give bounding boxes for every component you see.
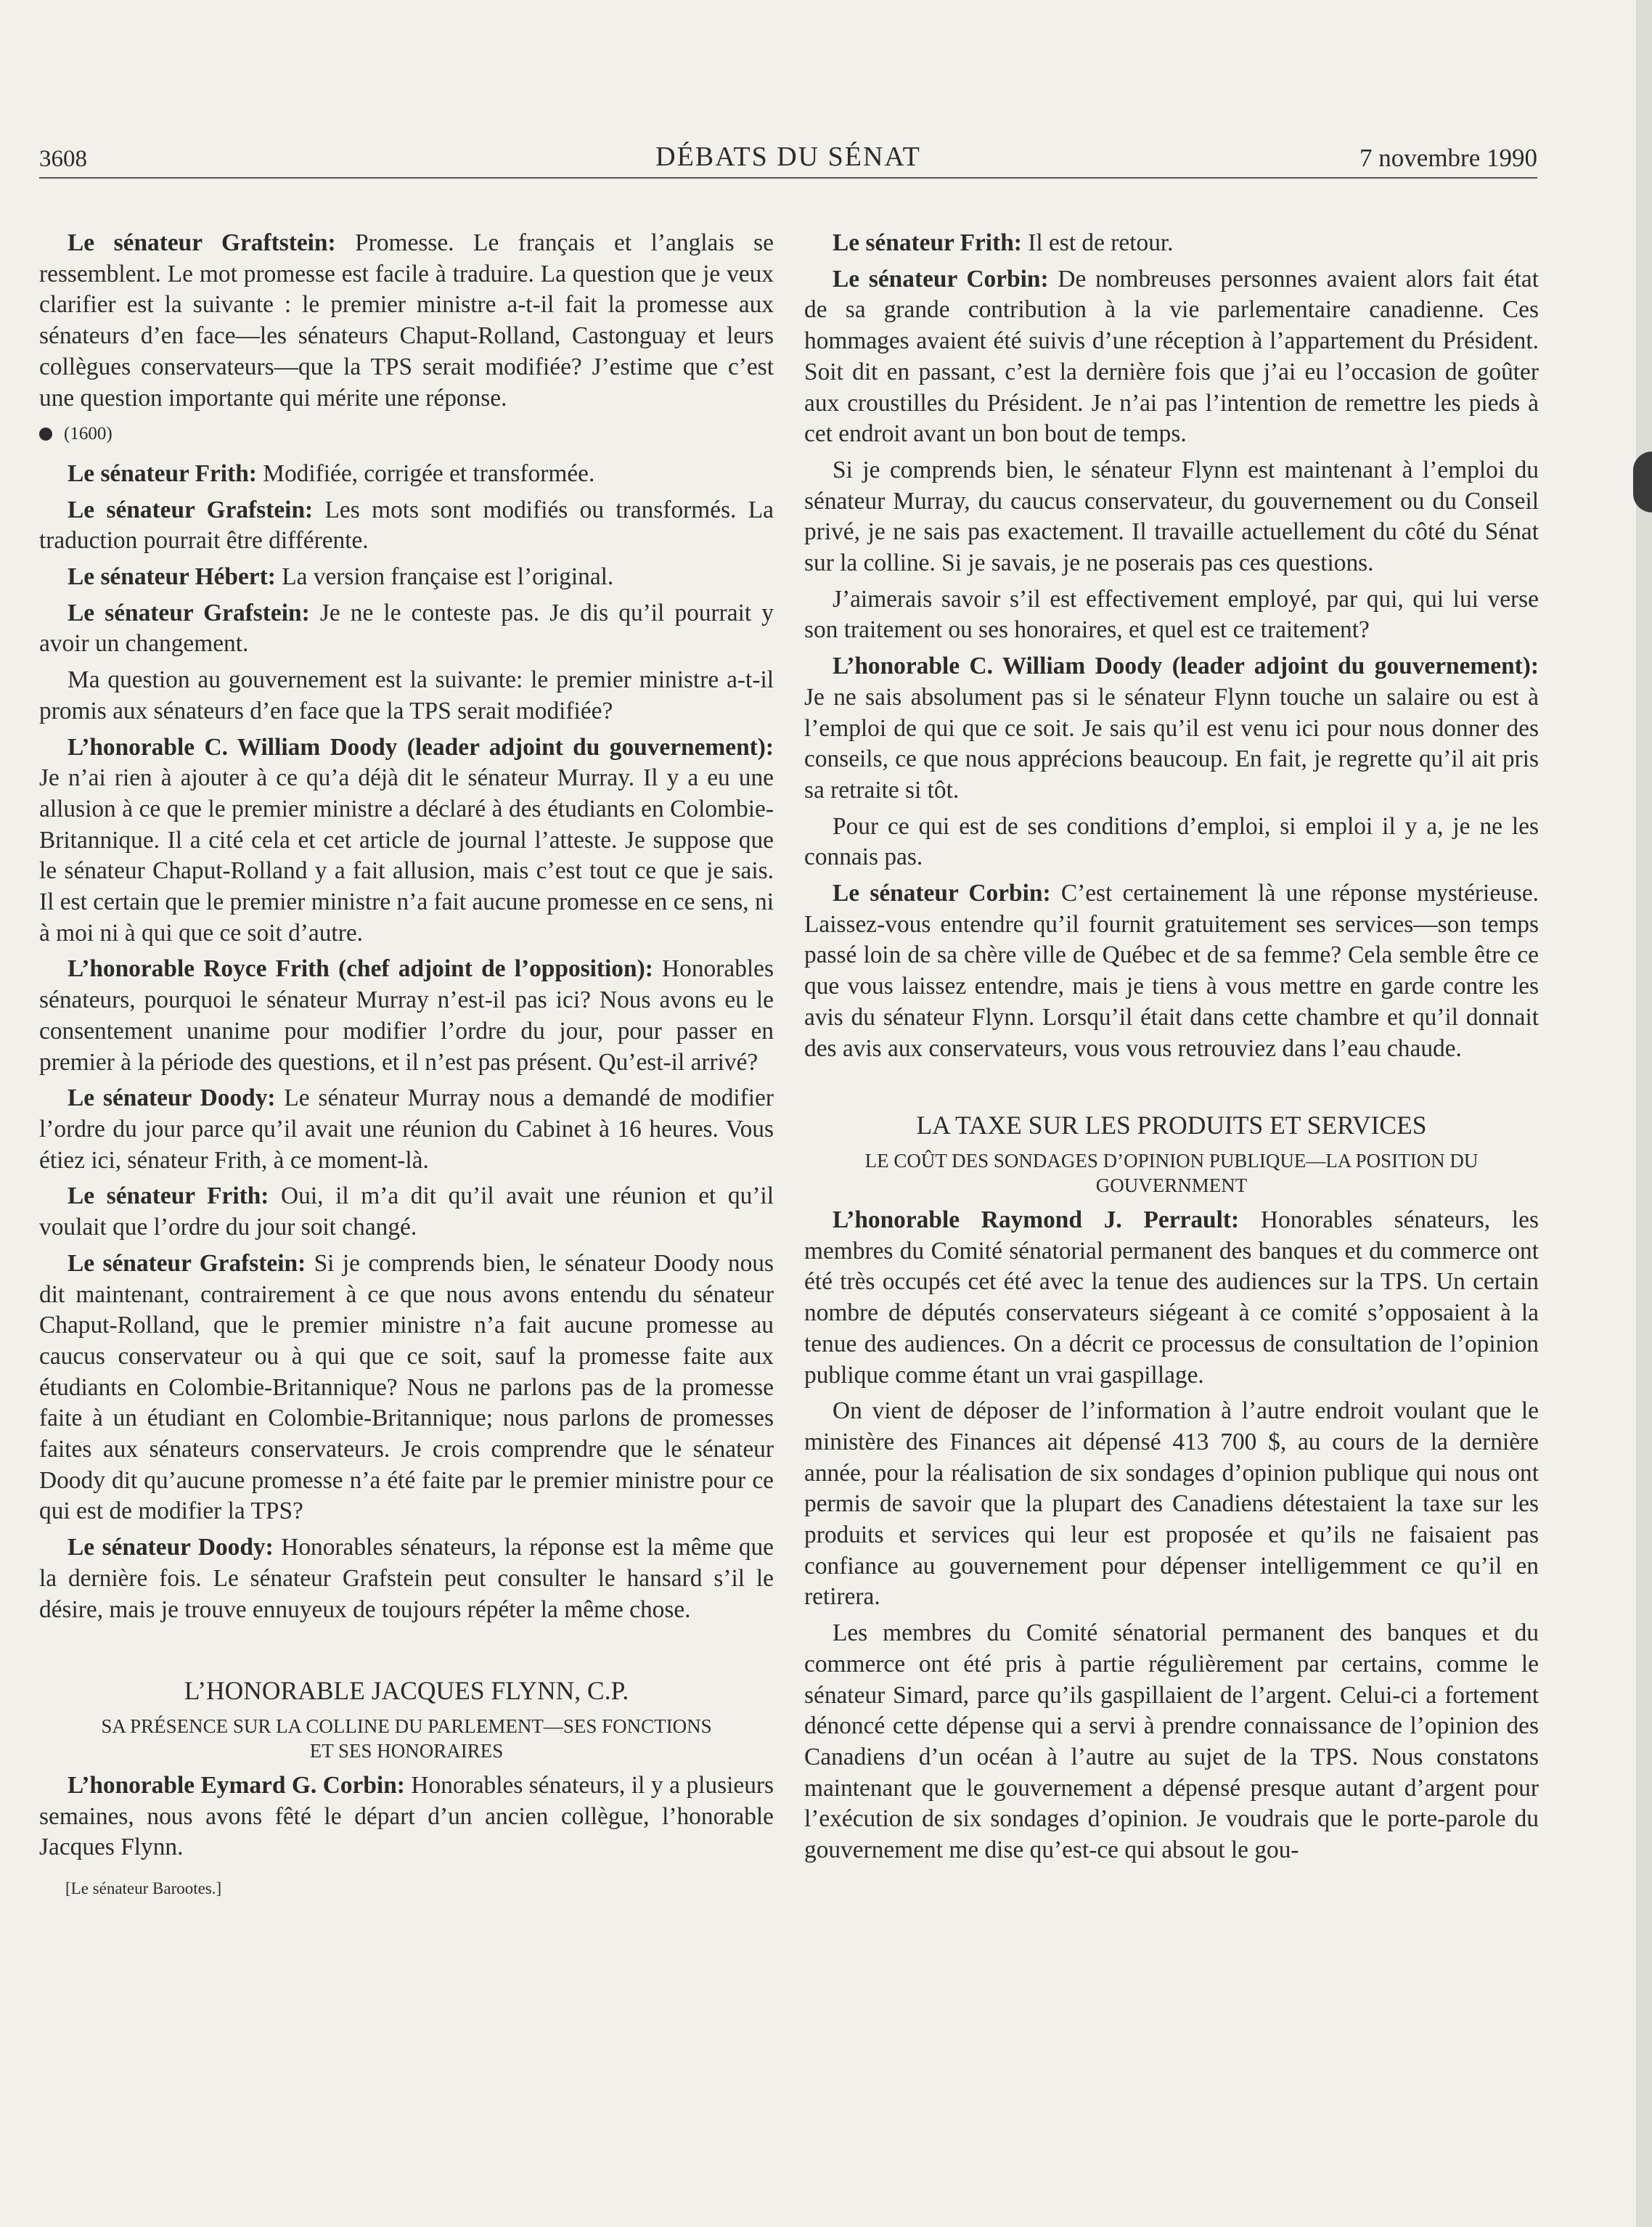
speech-text: Il est de retour. [1021, 229, 1174, 256]
speaker-name: L’honorable Raymond J. Perrault: [833, 1206, 1240, 1233]
speech-text: Je ne sais absolument pas si le sénateur Flynn touche un salaire ou est à l’emploi de qui que ce soit. Je sais qu’il est venu ici pour nous donner des conseils, ce que nous apprécions beaucoup. En fait, je regrette qu’il ait pris sa retraite si tôt. [804, 683, 1539, 804]
paragraph [39, 495, 774, 557]
section-heading: LA TAXE SUR LES PRODUITS ET SERVICES [916, 1111, 1427, 1140]
speaker-name: Le sénateur Doody: [68, 1534, 274, 1561]
paragraph [39, 1083, 774, 1176]
paragraph: On vient de déposer de l’information à l’autre endroit voulant que le ministère des Finances ait dépensé 413 700 $, au cours de la dernière année, pour la réalisation de six sondages d’opinion publique qui nous ont permis de savoir que la plupart des Canadiens détestaient la taxe sur les produits et services qui leur est proposée et qu’ils ne faisaient pas confiance au gouvernement pour dépenser intelligemment ce qu’il en retirera. [804, 1397, 1539, 1611]
section-subheading: SA PRÉSENCE SUR LA COLLINE DU PARLEMENT—SES FONCTIONS ET SES HONORAIRES [101, 1715, 712, 1762]
speaker-name: L’honorable C. William Doody (leader adjoint du gouvernement): [833, 653, 1539, 680]
time-marker [39, 419, 774, 450]
section-spacer [804, 1069, 1539, 1110]
paragraph [39, 1181, 774, 1243]
speaker-name: Le sénateur Frith: [833, 229, 1022, 256]
speaker-name: Le sénateur Grafstein: [68, 599, 310, 626]
speaker-name: L’honorable Royce Frith (chef adjoint de l’opposition): [68, 955, 653, 983]
right-column [804, 228, 1539, 1871]
paragraph: Si je comprends bien, le sénateur Flynn est maintenant à l’emploi du sénateur Murray, du caucus conservateur, du gouvernement ou du Conseil privé, je ne sais pas exactement. Il travaille actuellement du côté du Sénat sur la colline. Si je savais, je ne poserais pas ces questions. [804, 456, 1539, 577]
paragraph: J’aimerais savoir s’il est effectivement employé, par qui, qui lui verse son traitement ou ses honoraires, et quel est ce traitement? [804, 585, 1539, 644]
speech-text: Je ne le conteste pas. Je dis qu’il pourrait y avoir un changement. [39, 599, 774, 658]
paragraph: Pour ce qui est de ses conditions d’emploi, si emploi il y a, je ne les connais pas. [804, 812, 1539, 871]
speech-text: Honorables sénateurs, pourquoi le sénateur Murray n’est-il pas ici? Nous avons eu le consentement unanime pour modifier l’ordre du jour, pour passer en premier à la période des questions, et il n’est pas présent. Qu’est-il arrivé? [39, 955, 774, 1076]
bullet-dot-icon [39, 428, 52, 441]
paragraph [39, 1770, 774, 1863]
speaker-name: Le sénateur Graftstein: [68, 229, 336, 256]
paragraph [39, 228, 774, 414]
speaker-name: Le sénateur Hébert: [68, 563, 276, 591]
speaker-name: Le sénateur Doody: [68, 1084, 276, 1112]
page-date: 7 novembre 1990 [1359, 144, 1537, 172]
time-marker-text: (1600) [64, 424, 113, 444]
left-column [39, 228, 774, 1905]
paragraph [39, 1532, 774, 1625]
speech-text: Honorables sénateurs, il y a plusieurs semaines, nous avons fêté le départ d’un ancien collègue, l’honorable Jacques Flynn. [39, 1771, 774, 1861]
speaker-name: Le sénateur Frith: [68, 1182, 269, 1210]
speech-text: Promesse. Le français et l’anglais se ressemblent. Le mot promesse est facile à traduire. La question que je veux clarifier est la suivante : le premier ministre a-t-il fait la promesse aux sénateurs d’en face—les sénateurs Chaput-Rolland, Castonguay et leurs collègues conservateurs—que la TPS serait modifiée? J’estime que c’est une question importante qui mérite une réponse. [39, 229, 774, 412]
speech-text: Si je comprends bien, le sénateur Doody nous dit maintenant, contrairement à ce que nous avons entendu du sénateur Chaput-Rolland, que le premier ministre n’a fait aucune promesse au caucus conservateur ou à qui que ce soit, sauf la promesse faite aux étudiants en Colombie-Britannique? Nous ne parlons pas de la promesse faite à un étudiant en Colombie-Britannique; nous parlons de promesses faites aux sénateurs conservateurs. Je crois comprendre que le sénateur Doody dit qu’aucune promesse n’a été faite par le premier ministre pour ce qui est de modifier la TPS? [39, 1249, 774, 1525]
paragraph [39, 459, 774, 490]
speech-text: Modifiée, corrigée et transformée. [256, 459, 595, 487]
speaker-name: L’honorable Eymard G. Corbin: [68, 1771, 405, 1799]
paragraph [39, 598, 774, 660]
speech-text: De nombreuses personnes avaient alors fait état de sa grande contribution à la vie parlementaire canadienne. Ces hommages avaient été suivis d’une réception à l’appartement du Président. Soit dit en passant, c’est la dernière fois que j’ai eu l’occasion de goûter aux croustilles du Président. Je n’ai pas l’intention de remettre les pieds à cet endroit avant un bon bout de temps. [804, 265, 1539, 448]
speaker-name: Le sénateur Grafstein: [68, 1249, 306, 1277]
paragraph: Les membres du Comité sénatorial permanent des banques et du commerce ont été pris à partie régulièrement par certains, comme le sénateur Simard, parce qu’ils gaspillaient de l’argent. Celui-ci a fortement dénoncé cette dépense qui a servi à prendre connaissance de l’opinion des Canadiens d’un océan à l’autre au sujet de la TPS. Nous constatons maintenant que le gouvernement a dépensé presque autant d’argent pour l’exécution de six sondages d’opinion. Je voudrais que le porte-parole du gouvernement me dise qu’est-ce qui absout le gou- [804, 1619, 1539, 1864]
speaker-name: Le sénateur Grafstein: [68, 496, 314, 523]
section-heading: L’HONORABLE JACQUES FLYNN, C.P. [184, 1676, 629, 1706]
page-edge [1636, 0, 1652, 2227]
section-spacer [39, 1630, 774, 1675]
paragraph [804, 264, 1539, 450]
speech-text: Oui, il m’a dit qu’il avait une réunion et qu’il voulait que l’ordre du jour soit changé. [39, 1182, 774, 1241]
paragraph: Ma question au gouvernement est la suivante: le premier ministre a-t-il promis aux sénateurs d’en face que la TPS serait modifiée? [39, 666, 774, 724]
paragraph [39, 732, 774, 949]
paragraph [39, 1249, 774, 1527]
page-number: 3608 [39, 146, 87, 172]
section-subheading: LE COÛT DES SONDAGES D’OPINION PUBLIQUE—LA POSITION DU GOUVERNMENT [864, 1149, 1479, 1196]
paragraph [804, 878, 1539, 1064]
speaker-name: Le sénateur Corbin: [833, 880, 1051, 907]
paragraph [804, 651, 1539, 806]
speech-text: Honorables sénateurs, les membres du Comité sénatorial permanent des banques et du commerce ont été très occupés cet été avec la tenue des audiences sur la TPS. Un certain nombre de députés conservateurs siégeant à ce comité s’opposaient à la tenue des audiences. On a décrit ce processus de consultation de l’opinion publique comme étant un vrai gaspillage. [804, 1206, 1539, 1389]
speaker-name: Le sénateur Frith: [68, 459, 257, 487]
paragraph [804, 228, 1539, 259]
speech-text: Les mots sont modifiés ou transformés. La traduction pourrait être différente. [39, 496, 774, 555]
paragraph [804, 1205, 1539, 1391]
speech-text: Le sénateur Murray nous a demandé de modifier l’ordre du jour parce qu’il avait une réunion du Cabinet à 16 heures. Vous étiez ici, sénateur Frith, à ce moment-là. [39, 1084, 774, 1174]
speaker-name: L’honorable C. William Doody (leader adjoint du gouvernement): [68, 733, 774, 761]
binding-notch [1633, 451, 1652, 512]
page-footnote: [Le sénateur Barootes.] [65, 1879, 222, 1898]
speaker-name: Le sénateur Corbin: [833, 265, 1049, 293]
page-header [39, 142, 1537, 179]
journal-title: DÉBATS DU SÉNAT [655, 142, 921, 172]
paragraph [39, 954, 774, 1078]
speech-text: Je n’ai rien à ajouter à ce qu’a déjà dit le sénateur Murray. Il y a eu une allusion à ce que le premier ministre a déclaré à des étudiants en Colombie-Britannique. Il a cité cela et cet article de journal l’atteste. Je suppose que le sénateur Chaput-Rolland y a fait allusion, mais c’est tout ce que je sais. Il est certain que le premier ministre n’a fait aucune promesse en ce sens, ni à moi ni à qui que ce soit d’autre. [39, 764, 774, 947]
speech-text: La version française est l’original. [275, 563, 614, 591]
speech-text: Honorables sénateurs, la réponse est la même que la dernière fois. Le sénateur Grafstein peut consulter le hansard s’il le désire, mais je trouve ennuyeux de toujours répéter la même chose. [39, 1534, 774, 1623]
paragraph [39, 562, 774, 593]
speech-text: C’est certainement là une réponse mystérieuse. Laissez-vous entendre qu’il fournit gratuitement ses services—son temps passé loin de sa chère ville de Québec et de sa femme? Cela semble être ce que vous laissez entendre, mais je tiens à vous mettre en garde contre les avis du sénateur Flynn. Lorsqu’il était dans cette chambre et qu’il donnait des avis aux conservateurs, vous vous retrouviez dans l’eau chaude. [804, 880, 1539, 1062]
